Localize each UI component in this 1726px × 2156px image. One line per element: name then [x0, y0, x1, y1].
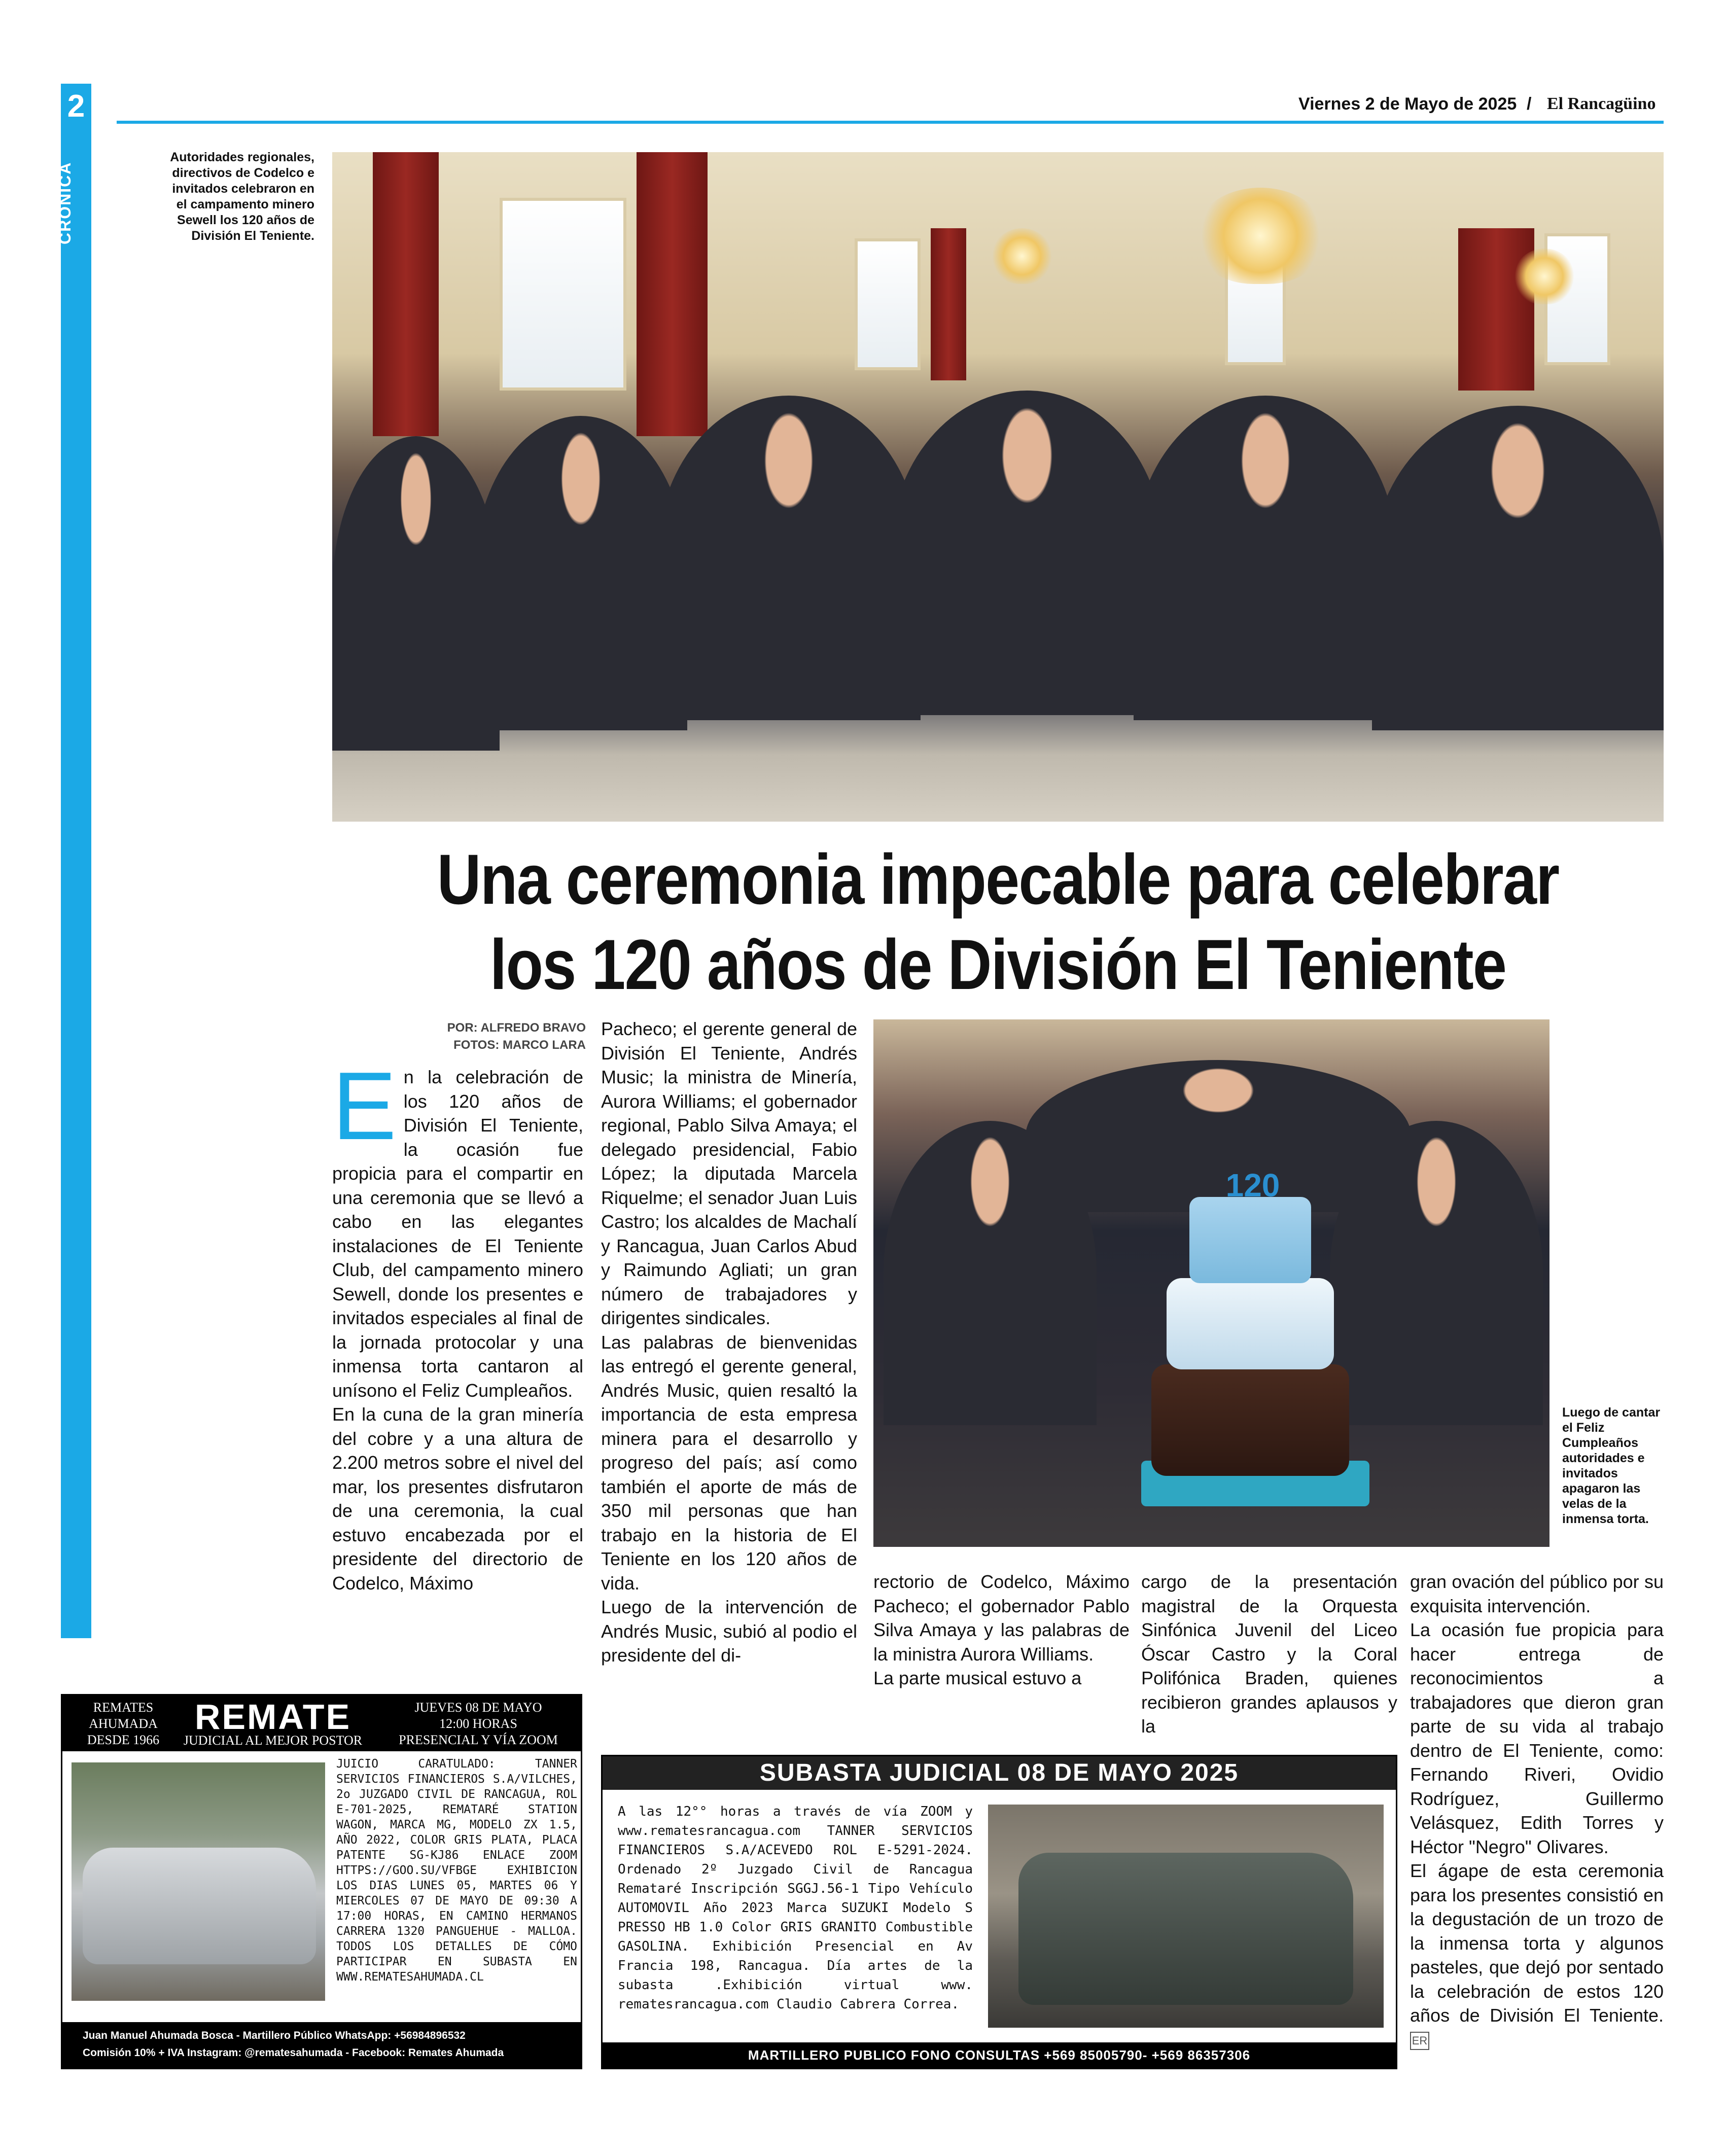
ad-body: A las 12°° horas a través de vía ZOOM y www.rematesrancagua.com TANNER SERVICIOS FINANCIEROS S.A/ACEVEDO ROL E-5291-2024. Ordenado 2º Juzgado Civil de Rancagua Remataré Inscripción SGGJ.56-1 Tipo Vehículo AUTOMOVIL Año 2023 Marca SUZUKI Modelo S PRESSO HB 1.0 Color GRIS GRANITO Combustible GASOLINA. Exhibición Presencial en Av Francia 198, Rancagua. Día artes de la subasta .Exhibición virtual www. rematesrancagua.com Claudio Cabrera Correa. [618, 1804, 973, 2012]
page-number: 2 [61, 84, 91, 129]
newspaper-name: El Rancagüino [1547, 94, 1656, 113]
byline-photos: FOTOS: MARCO LARA [453, 1038, 586, 1052]
article-column-5 [1410, 1570, 1664, 2052]
ad-subasta-judicial [601, 1755, 1397, 2069]
cake-tier-top [1189, 1197, 1311, 1283]
cake-tier-middle [1167, 1278, 1334, 1369]
curtain [637, 152, 708, 436]
crowd-group [890, 391, 1164, 715]
article-column-4 [1141, 1570, 1397, 1739]
ad-date-line: JUEVES 08 DE MAYO [414, 1700, 542, 1715]
drop-cap: E [332, 1052, 397, 1160]
ad-date-line: 12:00 HORAS [439, 1716, 517, 1731]
ad-subtitle: JUDICIAL AL MEJOR POSTOR [183, 1733, 363, 1748]
window [855, 238, 921, 370]
ad-body: JUICIO CARATULADO: TANNER SERVICIOS FINANCIEROS S.A/VILCHES, 2o JUZGADO CIVIL DE RANCAGUA, ROL E-701-2025, REMATARÉ STATION WAGON, MARCA MG, MODELO ZX 1.5, AÑO 2022, COLOR GRIS PLATA, PLACA PATENTE SG-KJ86 ENLACE ZOOM HTTPS://GOO.SU/VFBGE EXHIBICION LOS DIAS LUNES 05, MARTES 06 Y MIERCOLES 07 DE MAYO DE 09:30 A 17:00 HORAS, EN CAMINO HERMANOS CARRERA 1320 PANGUEHUE - MALLOA. TODOS LOS DETALLES DE CÓMO PARTICIPAR EN SUBASTA EN WWW.REMATESAHUMADA.CL [336, 1757, 577, 1984]
ad-remates-ahumada [61, 1694, 582, 2069]
article-paragraph: El ágape de esta ceremonia para los presentes consistió en la degustación de un trozo de la inmensa torta y algunos pasteles, que dejó por sentado la celebración de estos 120 años de División El Teniente. [1410, 1860, 1664, 2026]
chandelier [1514, 249, 1575, 304]
crowd-group [1372, 406, 1664, 730]
ad-header [62, 1695, 581, 1751]
main-photo [332, 152, 1664, 822]
ad-brand-line: DESDE 1966 [87, 1733, 160, 1747]
ad-date [377, 1700, 580, 1748]
article-column-2 [601, 1017, 857, 1668]
ad-footer-line: Comisión 10% + IVA Instagram: @rematesahumada - Facebook: Remates Ahumada [83, 2047, 504, 2059]
ad-footer [62, 2022, 581, 2068]
ad-title: REMATE [194, 1697, 351, 1737]
headline-line-1: Una ceremonia impecable para celebrar [437, 839, 1559, 919]
crowd-group [474, 416, 687, 730]
byline-author: POR: ALFREDO BRAVO [447, 1021, 586, 1035]
article-paragraph: gran ovación del público por su exquisita intervención. [1410, 1571, 1664, 1616]
car-icon [1018, 1853, 1353, 2005]
car-icon [83, 1848, 316, 1964]
ad-brand [67, 1700, 179, 1748]
ad-brand-line: AHUMADA [89, 1716, 158, 1731]
main-photo-caption: Autoridades regionales, directivos de Codelco e invitados celebraron en el campamento minero Sewell los 120 años de División El Teniente. [170, 150, 314, 243]
byline [332, 1019, 586, 1054]
crowd-group [657, 396, 921, 720]
header-rule [117, 121, 1664, 124]
article-headline [426, 837, 1571, 1007]
ad-footer-line: Juan Manuel Ahumada Bosca - Martillero Público WhatsApp: +56984896532 [83, 2030, 466, 2041]
header-separator: / [1527, 94, 1532, 114]
ad-date-line: PRESENCIAL Y VÍA ZOOM [399, 1733, 558, 1747]
cake-tier-base [1151, 1364, 1349, 1476]
article-paragraph: n la celebración de los 120 años de División El Teniente, la ocasión fue propicia para el compartir en una ceremonia que se llevó a cabo en las elegantes instalaciones de El Teniente Club, del campamento minero Sewell, donde los presentes e invitados especiales al final de la jornada protocolar y una inmensa torta cantaron al unísono el Feliz Cumpleaños. [332, 1067, 583, 1401]
ad-title: SUBASTA JUDICIAL 08 DE MAYO 2025 [603, 1756, 1396, 1790]
headline-line-2: los 120 años de División El Teniente [489, 925, 1506, 1004]
cake-photo-caption: Luego de cantar el Feliz Cumpleaños autoridades e invitados apagaron las velas de la inmensa torta. [1562, 1405, 1661, 1526]
article-paragraph: Luego de la intervención de Andrés Music, subió al podio el presidente del di- [601, 1597, 857, 1666]
cake-topper: 120 [1225, 1167, 1280, 1204]
article-paragraph: cargo de la presentación magistral de la Orquesta Sinfónica Juvenil del Liceo Óscar Castro y la Coral Polifónica Braden, quienes recibieron grandes aplausos y la [1141, 1571, 1397, 1737]
curtain [373, 152, 439, 436]
curtain [1458, 228, 1534, 391]
end-mark-icon: ER [1410, 2032, 1429, 2050]
section-bar [61, 129, 91, 1638]
crowd-group [1134, 396, 1397, 720]
chandelier [992, 228, 1052, 284]
article-paragraph: La parte musical estuvo a [873, 1668, 1082, 1688]
article-paragraph: En la cuna de la gran minería del cobre y a una altura de 2.200 metros sobre el nivel del mar, los presentes disfrutaron de una ceremonia, la cual estuvo encabezada por el presidente del directorio de Codelco, Máximo [332, 1404, 583, 1594]
article-paragraph: Las palabras de bienvenidas las entregó el gerente general, Andrés Music, quien resaltó la importancia de esta empresa minera para el desarrollo y progreso del país; así como también el aporte de más de 350 mil personas que han trabajo en la historia de El Teniente en los 120 años de vida. [601, 1331, 857, 1594]
curtain [931, 228, 966, 380]
crowd-group [1026, 1060, 1411, 1212]
section-label: CRÓNICA [56, 161, 74, 244]
article-column-1 [332, 1052, 583, 1595]
window [500, 198, 626, 391]
chandelier [1194, 188, 1326, 284]
ad-footer: MARTILLERO PUBLICO FONO CONSULTAS +569 85005790- +569 86357306 [603, 2042, 1396, 2068]
article-paragraph: Pacheco; el gerente general de División El Teniente, Andrés Music; la ministra de Minería, Aurora Williams; el gobernador regional, Pablo Silva Amaya; el delegado presidencial, Fabio López; la diputada Marcela Riquelme; el senador Juan Luis Castro; los alcaldes de Machalí y Rancagua, Juan Carlos Abud y Raimundo Agliati; un gran número de trabajadores y dirigentes sindicales. [601, 1018, 857, 1328]
article-paragraph: La ocasión fue propicia para hacer entrega de reconocimientos a trabajadores que dieron gran parte de su vida al trabajo dentro de El Teniente, como: Fernando Riveri, Ovidio Rodríguez, Guillermo Velásquez, Edith Torres y Héctor "Negro" Olivares. [1410, 1619, 1664, 1857]
ad-brand-line: REMATES [93, 1700, 154, 1715]
article-column-3 [873, 1570, 1130, 1690]
header-date: Viernes 2 de Mayo de 2025 [1298, 94, 1517, 114]
article-paragraph: rectorio de Codelco, Máximo Pacheco; el gobernador Pablo Silva Amaya y las palabras de la ministra Aurora Williams. [873, 1571, 1130, 1665]
